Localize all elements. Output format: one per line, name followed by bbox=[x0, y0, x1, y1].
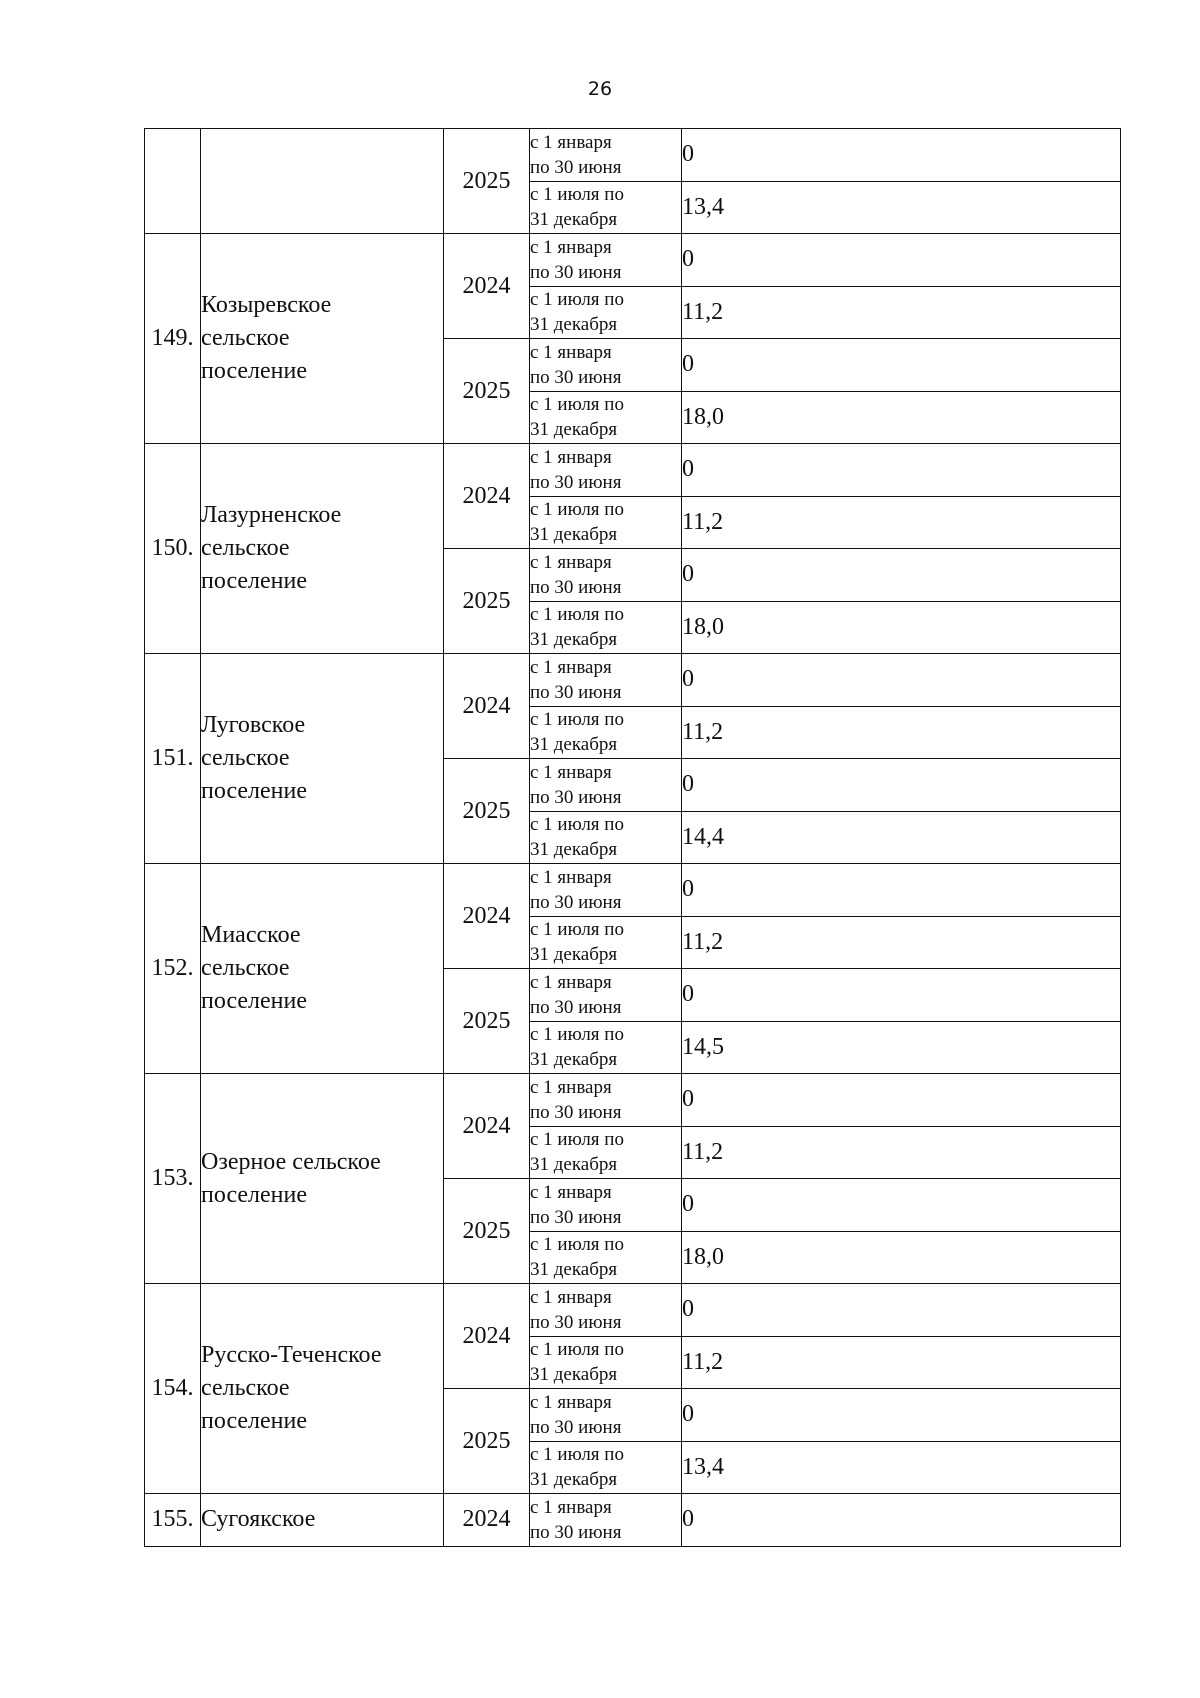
period-line: 31 декабря bbox=[530, 1364, 618, 1386]
row-number-cell: 153. bbox=[145, 1074, 201, 1284]
period-cell bbox=[530, 1074, 682, 1127]
settlement-name-line: поселение bbox=[201, 568, 308, 594]
period-line: 31 декабря bbox=[530, 1049, 618, 1071]
settlement-name-line: поселение bbox=[201, 1408, 308, 1434]
row-number-cell: 151. bbox=[145, 654, 201, 864]
period-cell bbox=[530, 864, 682, 917]
period-cell bbox=[530, 601, 682, 654]
period-line: с 1 июля по bbox=[530, 709, 624, 731]
period-line: по 30 июня bbox=[530, 1416, 622, 1438]
period-line: с 1 июля по bbox=[530, 289, 624, 311]
value-cell: 18,0 bbox=[682, 601, 1121, 654]
value-cell: 11,2 bbox=[682, 496, 1121, 549]
period-line: с 1 января bbox=[530, 1391, 612, 1413]
row-number-cell: 152. bbox=[145, 864, 201, 1074]
period-line: по 30 июня bbox=[530, 786, 622, 808]
settlement-name-cell bbox=[201, 1074, 444, 1284]
period-cell bbox=[530, 129, 682, 182]
settlement-name-line: Лазурненское bbox=[201, 502, 342, 528]
settlement-name-cell bbox=[201, 129, 444, 234]
period-line: с 1 января bbox=[530, 656, 612, 678]
value-cell: 0 bbox=[682, 1284, 1121, 1337]
row-number-cell: 155. bbox=[145, 1494, 201, 1547]
value-cell: 11,2 bbox=[682, 1336, 1121, 1389]
year-cell: 2024 bbox=[444, 234, 530, 339]
period-cell bbox=[530, 391, 682, 444]
period-cell bbox=[530, 1284, 682, 1337]
period-cell bbox=[530, 759, 682, 812]
period-line: 31 декабря bbox=[530, 839, 618, 861]
year-cell: 2025 bbox=[444, 129, 530, 234]
period-line: 31 декабря bbox=[530, 209, 618, 231]
period-cell bbox=[530, 1231, 682, 1284]
period-cell bbox=[530, 969, 682, 1022]
settlement-name-line: сельское bbox=[201, 535, 290, 561]
value-cell: 0 bbox=[682, 759, 1121, 812]
settlement-name-line: поселение bbox=[201, 778, 308, 804]
period-cell bbox=[530, 549, 682, 602]
table-row bbox=[145, 864, 1121, 917]
period-line: по 30 июня bbox=[530, 1101, 622, 1123]
period-line: с 1 января bbox=[530, 131, 612, 153]
period-cell bbox=[530, 1441, 682, 1494]
period-line: 31 декабря bbox=[530, 1259, 618, 1281]
period-cell bbox=[530, 1126, 682, 1179]
period-cell bbox=[530, 339, 682, 392]
period-cell bbox=[530, 1179, 682, 1232]
settlement-name-cell bbox=[201, 234, 444, 444]
period-line: по 30 июня bbox=[530, 471, 622, 493]
period-line: по 30 июня bbox=[530, 1311, 622, 1333]
period-line: по 30 июня bbox=[530, 366, 622, 388]
period-line: с 1 января bbox=[530, 1286, 612, 1308]
settlement-name-line: поселение bbox=[201, 358, 308, 384]
period-line: с 1 января bbox=[530, 866, 612, 888]
period-cell bbox=[530, 286, 682, 339]
period-line: с 1 июля по bbox=[530, 604, 624, 626]
row-number-cell: 149. bbox=[145, 234, 201, 444]
period-line: по 30 июня bbox=[530, 891, 622, 913]
value-cell: 14,5 bbox=[682, 1021, 1121, 1074]
period-line: с 1 января bbox=[530, 446, 612, 468]
year-cell: 2025 bbox=[444, 759, 530, 864]
value-cell: 0 bbox=[682, 129, 1121, 182]
period-line: с 1 января bbox=[530, 1181, 612, 1203]
value-cell: 11,2 bbox=[682, 286, 1121, 339]
period-line: по 30 июня bbox=[530, 261, 622, 283]
period-line: с 1 июля по bbox=[530, 814, 624, 836]
period-cell bbox=[530, 181, 682, 234]
value-cell: 0 bbox=[682, 1494, 1121, 1547]
table-row bbox=[145, 1284, 1121, 1337]
year-cell: 2025 bbox=[444, 1389, 530, 1494]
value-cell: 0 bbox=[682, 339, 1121, 392]
value-cell: 0 bbox=[682, 1389, 1121, 1442]
value-cell: 0 bbox=[682, 549, 1121, 602]
period-cell bbox=[530, 706, 682, 759]
period-line: с 1 июля по bbox=[530, 1444, 624, 1466]
settlement-name-line: сельское bbox=[201, 745, 290, 771]
period-line: 31 декабря bbox=[530, 1154, 618, 1176]
period-line: 31 декабря bbox=[530, 629, 618, 651]
table-row bbox=[145, 654, 1121, 707]
settlement-name-line: сельское bbox=[201, 1375, 290, 1401]
period-line: с 1 января bbox=[530, 761, 612, 783]
value-cell: 0 bbox=[682, 969, 1121, 1022]
period-line: 31 декабря bbox=[530, 1469, 618, 1491]
year-cell: 2025 bbox=[444, 969, 530, 1074]
value-cell: 11,2 bbox=[682, 916, 1121, 969]
table-row bbox=[145, 444, 1121, 497]
settlement-name-line: Русско-Теченское bbox=[201, 1342, 382, 1368]
period-line: с 1 июля по bbox=[530, 1339, 624, 1361]
year-cell: 2024 bbox=[444, 1494, 530, 1547]
value-cell: 11,2 bbox=[682, 1126, 1121, 1179]
period-cell bbox=[530, 444, 682, 497]
period-line: с 1 января bbox=[530, 971, 612, 993]
table-row bbox=[145, 1494, 1121, 1547]
value-cell: 0 bbox=[682, 1074, 1121, 1127]
settlement-name-line: сельское bbox=[201, 325, 290, 351]
settlement-name-cell bbox=[201, 444, 444, 654]
table-row bbox=[145, 1074, 1121, 1127]
period-line: по 30 июня bbox=[530, 1206, 622, 1228]
table-row bbox=[145, 129, 1121, 182]
period-line: с 1 января bbox=[530, 236, 612, 258]
row-number-cell: 150. bbox=[145, 444, 201, 654]
period-line: 31 декабря bbox=[530, 314, 618, 336]
row-number-cell bbox=[145, 129, 201, 234]
value-cell: 0 bbox=[682, 864, 1121, 917]
value-cell: 11,2 bbox=[682, 706, 1121, 759]
value-cell: 0 bbox=[682, 1179, 1121, 1232]
period-line: с 1 июля по bbox=[530, 1024, 624, 1046]
settlement-name-line: Луговское bbox=[201, 712, 306, 738]
value-cell: 0 bbox=[682, 444, 1121, 497]
period-cell bbox=[530, 1389, 682, 1442]
period-line: с 1 июля по bbox=[530, 499, 624, 521]
value-cell: 18,0 bbox=[682, 1231, 1121, 1284]
period-cell bbox=[530, 1336, 682, 1389]
year-cell: 2024 bbox=[444, 444, 530, 549]
year-cell: 2025 bbox=[444, 1179, 530, 1284]
settlement-name-line: Козыревское bbox=[201, 292, 332, 318]
value-cell: 0 bbox=[682, 234, 1121, 287]
period-line: с 1 июля по bbox=[530, 394, 624, 416]
period-cell bbox=[530, 1021, 682, 1074]
year-cell: 2024 bbox=[444, 1074, 530, 1179]
tariff-table-tail bbox=[145, 1494, 1121, 1547]
period-cell bbox=[530, 916, 682, 969]
value-cell: 18,0 bbox=[682, 391, 1121, 444]
settlement-name-cell bbox=[201, 864, 444, 1074]
period-line: с 1 июля по bbox=[530, 1234, 624, 1256]
page-number: 26 bbox=[587, 78, 613, 100]
value-cell: 14,4 bbox=[682, 811, 1121, 864]
value-cell: 13,4 bbox=[682, 181, 1121, 234]
year-cell: 2025 bbox=[444, 549, 530, 654]
settlement-name-line: сельское bbox=[201, 955, 290, 981]
value-cell: 13,4 bbox=[682, 1441, 1121, 1494]
year-cell: 2024 bbox=[444, 864, 530, 969]
period-line: по 30 июня bbox=[530, 681, 622, 703]
period-cell bbox=[530, 1494, 682, 1547]
period-line: по 30 июня bbox=[530, 996, 622, 1018]
settlement-name-line: поселение bbox=[201, 988, 308, 1014]
period-cell bbox=[530, 496, 682, 549]
tariff-table-body bbox=[145, 129, 1121, 1494]
period-cell bbox=[530, 234, 682, 287]
period-line: 31 декабря bbox=[530, 524, 618, 546]
settlement-name-cell bbox=[201, 1284, 444, 1494]
period-line: с 1 января bbox=[530, 1076, 612, 1098]
year-cell: 2024 bbox=[444, 1284, 530, 1389]
table-row bbox=[145, 234, 1121, 287]
period-cell bbox=[530, 811, 682, 864]
year-cell: 2024 bbox=[444, 654, 530, 759]
period-line: с 1 января bbox=[530, 341, 612, 363]
period-line: с 1 января bbox=[530, 1496, 612, 1518]
settlement-name-line: Миасское bbox=[201, 922, 301, 948]
row-number-cell: 154. bbox=[145, 1284, 201, 1494]
tariff-table bbox=[144, 128, 1121, 1547]
period-line: с 1 июля по bbox=[530, 919, 624, 941]
period-line: 31 декабря bbox=[530, 734, 618, 756]
settlement-name-line: Озерное сельское bbox=[201, 1148, 381, 1175]
period-cell bbox=[530, 654, 682, 707]
period-line: 31 декабря bbox=[530, 419, 618, 441]
period-line: с 1 июля по bbox=[530, 184, 624, 206]
value-cell: 0 bbox=[682, 654, 1121, 707]
period-line: с 1 января bbox=[530, 551, 612, 573]
year-cell: 2025 bbox=[444, 339, 530, 444]
settlement-name-line: поселение bbox=[201, 1181, 308, 1208]
period-line: 31 декабря bbox=[530, 944, 618, 966]
period-line: по 30 июня bbox=[530, 576, 622, 598]
period-line: по 30 июня bbox=[530, 156, 622, 178]
period-line: с 1 июля по bbox=[530, 1129, 624, 1151]
settlement-name-cell: Сугоякское bbox=[201, 1494, 444, 1547]
period-line: по 30 июня bbox=[530, 1521, 622, 1543]
settlement-name-cell bbox=[201, 654, 444, 864]
